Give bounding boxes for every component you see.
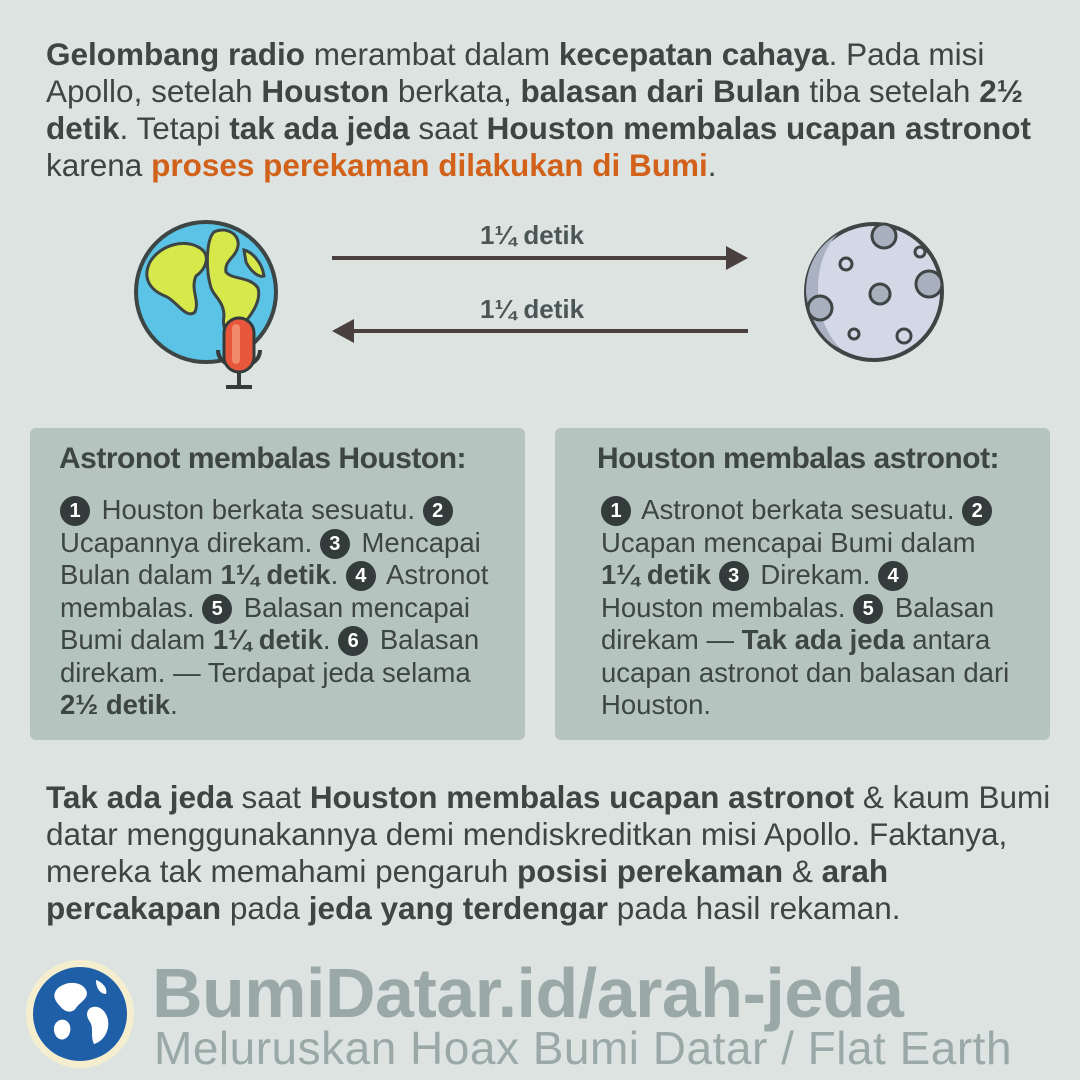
arrow-bottom-label: 1¼ detik xyxy=(480,294,585,324)
step-number-badge: 1 xyxy=(601,496,631,526)
site-tagline: Meluruskan Hoax Bumi Datar / Flat Earth xyxy=(154,1022,1013,1074)
outro-bold: Houston membalas ucapan astronot xyxy=(309,779,855,815)
step-bold: 2½ detik xyxy=(60,689,171,720)
site-brand-url[interactable]: BumiDatar.id/arah-jeda xyxy=(152,954,904,1032)
step-text: Direkam. xyxy=(752,559,878,590)
intro-text: saat xyxy=(409,110,487,146)
step-text: . xyxy=(322,624,339,655)
intro-text: berkata, xyxy=(389,73,521,109)
step-text: Ucapannya direkam. xyxy=(60,526,320,558)
intro-text: tiba setelah xyxy=(800,73,980,109)
step-text: . xyxy=(330,559,346,590)
intro-text: . Tetapi xyxy=(119,110,230,146)
outro-text: pada xyxy=(221,890,309,926)
houston-reply-card xyxy=(555,428,1050,740)
step-bold: 1¼ detik xyxy=(601,559,712,590)
intro-bold-delay: 2½ detik xyxy=(46,73,1023,146)
step-text: Balasan direkam. — Terdapat jeda selama xyxy=(60,624,480,688)
intro-bold-no-delay: tak ada jeda xyxy=(229,110,410,146)
signal-diagram xyxy=(0,210,1080,400)
card-body xyxy=(601,494,1021,722)
step-bold: 1¼ detik xyxy=(212,624,323,655)
intro-text: . Pada misi Apollo, setelah xyxy=(46,36,985,109)
card-body xyxy=(60,494,515,722)
step-number-badge: 6 xyxy=(338,626,368,656)
step-text: Balasan direkam — xyxy=(601,591,995,655)
outro-bold: arah percakapan xyxy=(46,853,889,926)
intro-bold-houston: Houston xyxy=(261,73,390,109)
step-number-badge: 2 xyxy=(423,496,453,526)
outro-bold: Tak ada jeda xyxy=(46,779,233,815)
globe-logo-icon xyxy=(24,958,136,1075)
outro-text: saat xyxy=(232,779,310,815)
globe-logo-graphic xyxy=(24,958,136,1070)
outro-bold: jeda yang terdengar xyxy=(308,890,609,926)
outro-paragraph xyxy=(46,779,1056,927)
intro-highlight-recording: proses perekaman dilakukan di Bumi xyxy=(151,147,708,183)
step-number-badge: 3 xyxy=(320,529,350,559)
microphone-icon xyxy=(218,318,260,387)
step-text: Houston membalas. xyxy=(601,591,854,623)
step-text xyxy=(711,559,719,590)
step-bold: 1¼ detik xyxy=(220,559,331,590)
moon-icon xyxy=(806,224,942,360)
step-text: antara ucapan astronot dan balasan dari Houston. xyxy=(601,624,1010,720)
step-number-badge: 2 xyxy=(962,496,992,526)
intro-bold-reply: balasan dari Bulan xyxy=(520,73,801,109)
intro-bold-speed: kecepatan cahaya xyxy=(558,36,829,72)
step-text: Ucapan mencapai Bumi dalam xyxy=(601,526,976,558)
step-number-badge: 4 xyxy=(346,561,376,591)
astronaut-reply-card xyxy=(30,428,525,740)
outro-text: & kaum Bumi datar menggunakannya demi mendiskreditkan misi Apollo. Faktanya, mereka tak memahami pengaruh xyxy=(46,779,1051,889)
step-number-badge: 5 xyxy=(853,594,883,624)
step-number-badge: 1 xyxy=(60,496,90,526)
card-title: Houston membalas astronot: xyxy=(597,442,1000,475)
arrow-top-label: 1¼ detik xyxy=(480,220,585,250)
step-text: . xyxy=(170,689,178,720)
intro-text: . xyxy=(707,147,717,183)
outro-bold: posisi perekaman xyxy=(516,853,784,889)
step-number-badge: 3 xyxy=(719,561,749,591)
step-text: Houston berkata sesuatu. xyxy=(94,494,423,525)
card-title: Astronot membalas Houston: xyxy=(59,442,467,475)
step-text: Mencapai Bulan dalam xyxy=(60,526,481,590)
intro-text: merambat dalam xyxy=(305,36,559,72)
intro-paragraph xyxy=(46,36,1046,184)
step-text: Astronot berkata sesuatu. xyxy=(635,494,963,525)
step-number-badge: 4 xyxy=(878,561,908,591)
step-text: Balasan mencapai Bumi dalam xyxy=(60,591,471,655)
outro-text: pada hasil rekaman. xyxy=(608,890,901,926)
step-bold: Tak ada jeda xyxy=(741,624,905,655)
intro-text: karena xyxy=(46,147,152,183)
outro-text: & xyxy=(783,853,822,889)
intro-bold-houston-reply: Houston membalas ucapan astronot xyxy=(486,110,1032,146)
step-text: Astronot membalas. xyxy=(60,559,489,623)
intro-bold-radio: Gelombang radio xyxy=(46,36,306,72)
step-number-badge: 5 xyxy=(202,594,232,624)
